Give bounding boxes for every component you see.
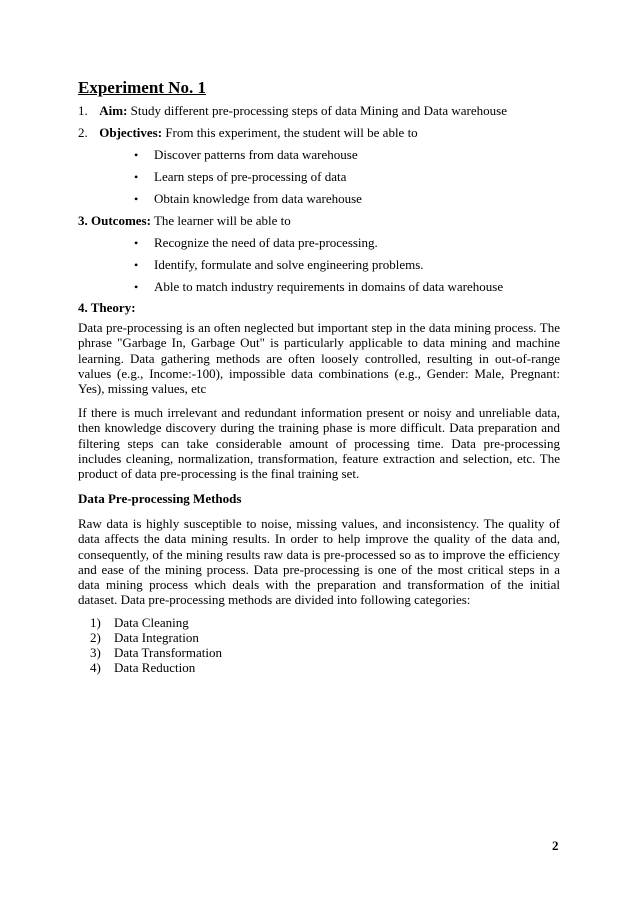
outcomes-label: 3. Outcomes: <box>78 213 151 228</box>
bullet-icon: • <box>134 280 139 294</box>
aim-line <box>78 103 507 118</box>
list-item: 2) Data Integration <box>90 630 199 645</box>
page-title: Experiment No. 1 <box>78 78 206 97</box>
objectives-text: From this experiment, the student will be able to <box>165 125 418 140</box>
bullet-icon: • <box>134 236 139 250</box>
bullet-icon: • <box>134 192 139 206</box>
aim-text: Study different pre-processing steps of data Mining and Data warehouse <box>130 103 507 118</box>
list-item: 1) Data Cleaning <box>90 615 189 630</box>
list-item: • Able to match industry requirements in domains of data warehouse <box>134 279 504 294</box>
aim-number: 1. <box>78 103 88 118</box>
list-item: 4) Data Reduction <box>90 660 196 675</box>
list-item: 3) Data Transformation <box>90 645 222 660</box>
list-item: • Discover patterns from data warehouse <box>134 147 358 162</box>
list-item: • Recognize the need of data pre-processing. <box>134 235 378 250</box>
theory-paragraph-1: Data pre-processing is an often neglected but important step in the data mining process. The phrase "Garbage In, Garbage Out" is particularly applicable to data mining and machine learning. Data gathering methods are often loosely controlled, resulting in out-of-range values (e.g., Income:-100), impossible data combinations (e.g., Gender: Male, Pregnant: Yes), missing values, etc <box>78 320 560 397</box>
theory-heading: 4. Theory: <box>78 300 136 315</box>
methods-heading: Data Pre-processing Methods <box>78 491 242 506</box>
aim-label: Aim: <box>99 103 128 118</box>
methods-paragraph: Raw data is highly susceptible to noise, missing values, and inconsistency. The quality of data affects the data mining results. In order to help improve the quality of the data and, consequently, of the mining results raw data is pre-processed so as to improve the efficiency and ease of the mining process. Data pre-processing is one of the most critical steps in a data mining process which deals with the preparation and transformation of the initial dataset. Data pre-processing methods are divided into following categories: <box>78 516 560 608</box>
outcomes-line <box>78 213 291 228</box>
list-item: • Obtain knowledge from data warehouse <box>134 191 362 206</box>
list-item: • Learn steps of pre-processing of data <box>134 169 347 184</box>
bullet-icon: • <box>134 148 139 162</box>
bullet-icon: • <box>134 258 139 272</box>
objectives-number: 2. <box>78 125 88 140</box>
page-number: 2 <box>552 838 559 853</box>
theory-paragraph-2: If there is much irrelevant and redundant information present or noisy and unreliable data, then knowledge discovery during the training phase is more difficult. Data preparation and filtering steps can take considerable amount of processing time. Data pre-processing includes cleaning, normalization, transformation, feature extraction and selection, etc. The product of data pre-processing is the final training set. <box>78 405 560 482</box>
objectives-label: Objectives: <box>99 125 163 140</box>
objectives-line <box>78 125 418 140</box>
outcomes-text: The learner will be able to <box>153 213 291 228</box>
bullet-icon: • <box>134 170 139 184</box>
list-item: • Identify, formulate and solve engineering problems. <box>134 257 424 272</box>
